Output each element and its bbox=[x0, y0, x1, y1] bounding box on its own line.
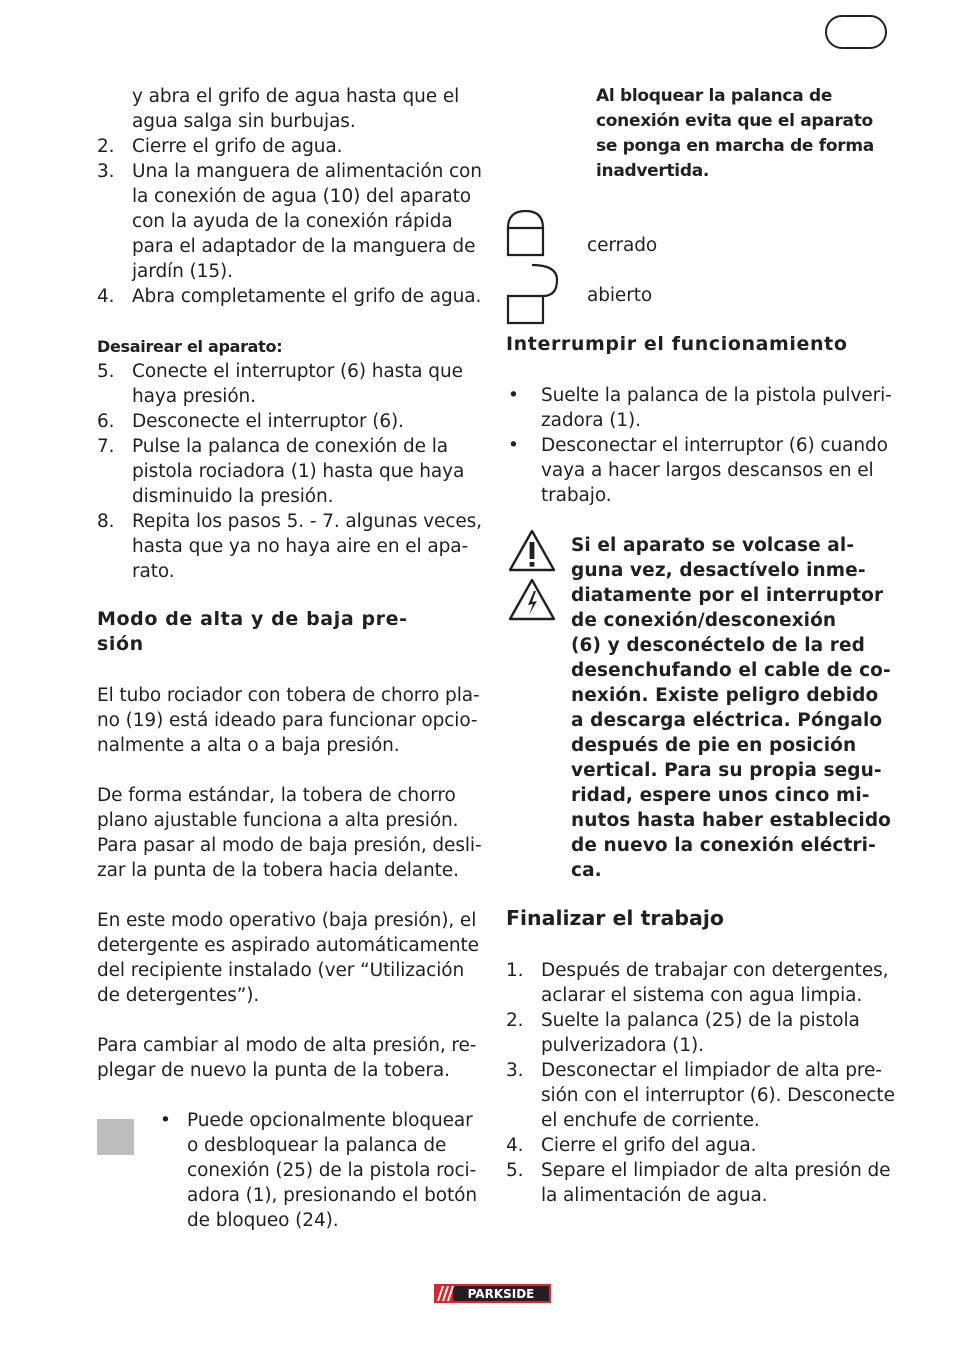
paragraph-line: del recipiente instalado (ver “Utilización bbox=[97, 960, 465, 981]
paragraph-line: de bloqueo (24). bbox=[187, 1210, 339, 1231]
subheading-deaerate: Desairear el aparato: bbox=[97, 337, 283, 356]
heading-pressure-mode: sión bbox=[97, 633, 144, 655]
paragraph-line: De forma estándar, la tobera de chorro bbox=[97, 785, 456, 806]
paragraph-line: zar la punta de la tobera hacia delante. bbox=[97, 860, 459, 881]
bullet-icon: • bbox=[508, 385, 519, 406]
electric-shock-icon bbox=[507, 577, 557, 623]
step-number: 3. bbox=[97, 161, 115, 182]
lock-open-label: abierto bbox=[587, 285, 653, 306]
bullet-text: Suelte la palanca de la pistola pulveri- bbox=[541, 385, 892, 406]
paragraph-line: de detergentes”). bbox=[97, 985, 260, 1006]
step-number: 1. bbox=[506, 960, 524, 981]
warning-line: nexión. Existe peligro debido bbox=[571, 685, 879, 706]
warning-line: de nuevo la conexión eléctri- bbox=[571, 835, 876, 856]
step-text: disminuido la presión. bbox=[132, 486, 334, 507]
lock-note-line: conexión evita que el aparato bbox=[596, 111, 873, 131]
step-text: Abra completamente el grifo de agua. bbox=[132, 286, 482, 307]
paragraph-line: El tubo rociador con tobera de chorro pla- bbox=[97, 685, 480, 706]
bullet-icon: • bbox=[160, 1110, 171, 1131]
step-text: Repita los pasos 5. - 7. algunas veces, bbox=[132, 511, 482, 532]
text-line: y abra el grifo de agua hasta que el bbox=[132, 86, 460, 107]
language-badge bbox=[825, 15, 887, 49]
paragraph-line: no (19) está ideado para funcionar opcio- bbox=[97, 710, 478, 731]
paragraph-line: plegar de nuevo la punta de la tobera. bbox=[97, 1060, 450, 1081]
bullet-icon: • bbox=[508, 435, 519, 456]
step-text: aclarar el sistema con agua limpia. bbox=[541, 985, 863, 1006]
warning-line: a descarga eléctrica. Póngalo bbox=[571, 710, 883, 731]
step-text: sión con el interruptor (6). Desconecte bbox=[541, 1085, 895, 1106]
bullet-text: Desconectar el interruptor (6) cuando bbox=[541, 435, 888, 456]
lock-closed-label: cerrado bbox=[587, 235, 658, 256]
step-number: 5. bbox=[506, 1160, 524, 1181]
bullet-text: zadora (1). bbox=[541, 410, 641, 431]
step-text: Una la manguera de alimentación con bbox=[132, 161, 482, 182]
paragraph-line: conexión (25) de la pistola roci- bbox=[187, 1160, 477, 1181]
bullet-text: trabajo. bbox=[541, 485, 612, 506]
step-text: Separe el limpiador de alta presión de bbox=[541, 1160, 891, 1181]
step-text: pistola rociadora (1) hasta que haya bbox=[132, 461, 465, 482]
warning-line: ridad, espere unos cinco mi- bbox=[571, 785, 870, 806]
step-number: 6. bbox=[97, 411, 115, 432]
lock-closed-icon bbox=[505, 208, 547, 258]
step-text: hasta que ya no haya aire en el apa- bbox=[132, 536, 469, 557]
paragraph-line: Para cambiar al modo de alta presión, re- bbox=[97, 1035, 477, 1056]
step-number: 2. bbox=[506, 1010, 524, 1031]
paragraph-line: nalmente a alta o a baja presión. bbox=[97, 735, 400, 756]
step-number: 4. bbox=[506, 1135, 524, 1156]
step-text: Cierre el grifo de agua. bbox=[132, 136, 343, 157]
paragraph-line: detergente es aspirado automáticamente bbox=[97, 935, 479, 956]
warning-line: guna vez, desactívelo inme- bbox=[571, 560, 866, 581]
step-text: la alimentación de agua. bbox=[541, 1185, 768, 1206]
step-number: 5. bbox=[97, 361, 115, 382]
paragraph-line: adora (1), presionando el botón bbox=[187, 1185, 478, 1206]
svg-text:PARKSIDE: PARKSIDE bbox=[467, 1287, 535, 1302]
warning-line: vertical. Para su propia segu- bbox=[571, 760, 882, 781]
step-text: Suelte la palanca (25) de la pistola bbox=[541, 1010, 860, 1031]
paragraph-line: Puede opcionalmente bloquear bbox=[187, 1110, 473, 1131]
step-number: 3. bbox=[506, 1060, 524, 1081]
step-text: Después de trabajar con detergentes, bbox=[541, 960, 889, 981]
lock-note-line: se ponga en marcha de forma bbox=[596, 136, 874, 156]
step-number: 2. bbox=[97, 136, 115, 157]
lock-open-icon bbox=[505, 262, 560, 326]
step-text: rato. bbox=[132, 561, 175, 582]
warning-line: nutos hasta haber establecido bbox=[571, 810, 891, 831]
step-text: para el adaptador de la manguera de bbox=[132, 236, 476, 257]
heading-pressure-mode: Modo de alta y de baja pre- bbox=[97, 608, 408, 630]
warning-line: Si el aparato se volcase al- bbox=[571, 535, 855, 556]
warning-line: de conexión/desconexión bbox=[571, 610, 837, 631]
warning-icon bbox=[507, 528, 557, 574]
warning-line: (6) y desconéctelo de la red bbox=[571, 635, 865, 656]
step-number: 4. bbox=[97, 286, 115, 307]
step-number: 8. bbox=[97, 511, 115, 532]
lock-note-line: inadvertida. bbox=[596, 161, 710, 181]
step-number: 7. bbox=[97, 436, 115, 457]
lock-note-line: Al bloquear la palanca de bbox=[596, 86, 833, 106]
heading-interrupt: Interrumpir el funcionamiento bbox=[506, 333, 848, 355]
warning-line: diatamente por el interruptor bbox=[571, 585, 884, 606]
paragraph-line: o desbloquear la palanca de bbox=[187, 1135, 447, 1156]
heading-finish: Finalizar el trabajo bbox=[506, 906, 724, 930]
step-text: Desconecte el interruptor (6). bbox=[132, 411, 404, 432]
paragraph-line: plano ajustable funciona a alta presión. bbox=[97, 810, 459, 831]
bullet-text: vaya a hacer largos descansos en el bbox=[541, 460, 874, 481]
step-text: con la ayuda de la conexión rápida bbox=[132, 211, 453, 232]
step-text: la conexión de agua (10) del aparato bbox=[132, 186, 472, 207]
warning-line: desenchufando el cable de co- bbox=[571, 660, 891, 681]
step-text: haya presión. bbox=[132, 386, 256, 407]
note-box-icon bbox=[97, 1119, 134, 1155]
step-text: Pulse la palanca de conexión de la bbox=[132, 436, 448, 457]
step-text: Desconectar el limpiador de alta pre- bbox=[541, 1060, 882, 1081]
paragraph-line: En este modo operativo (baja presión), el bbox=[97, 910, 477, 931]
step-text: pulverizadora (1). bbox=[541, 1035, 704, 1056]
parkside-logo bbox=[434, 1284, 551, 1303]
step-text: Cierre el grifo del agua. bbox=[541, 1135, 757, 1156]
text-line: agua salga sin burbujas. bbox=[132, 111, 356, 132]
step-text: el enchufe de corriente. bbox=[541, 1110, 760, 1131]
warning-line: ca. bbox=[571, 860, 602, 881]
warning-line: después de pie en posición bbox=[571, 735, 857, 756]
paragraph-line: Para pasar al modo de baja presión, desli- bbox=[97, 835, 482, 856]
step-text: Conecte el interruptor (6) hasta que bbox=[132, 361, 463, 382]
step-text: jardín (15). bbox=[132, 261, 233, 282]
